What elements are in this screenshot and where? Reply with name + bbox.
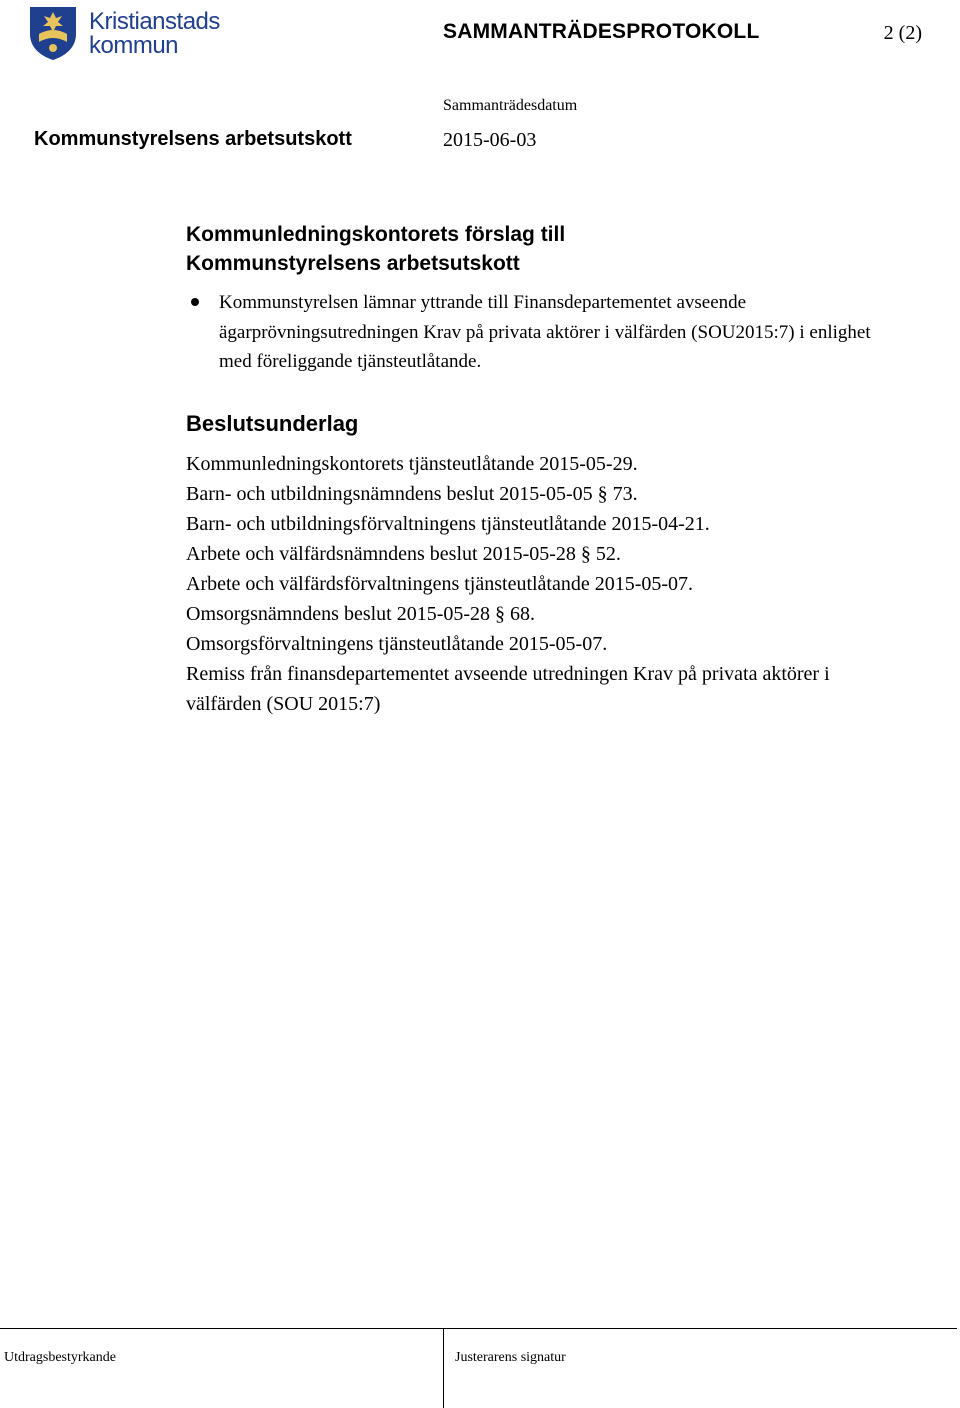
proposal-text: Kommunstyrelsen lämnar yttrande till Finansdepartementet avseende ägarprövningsutredningen Krav på privata aktörer i välfärden (SOU2015:7) i enlighet med föreliggande tjänsteutlåtande. [219, 292, 871, 372]
list-item [186, 288, 906, 377]
municipality-logo [27, 4, 227, 64]
list-item: Barn- och utbildningsförvaltningens tjänsteutlåtande 2015-04-21. [186, 512, 710, 535]
basis-list [186, 449, 906, 719]
meeting-date-label: Sammanträdesdatum [443, 97, 578, 114]
logo-wordmark [89, 10, 220, 58]
document-body [186, 220, 906, 719]
list-item: Remiss från finansdepartementet avseende utredningen Krav på privata aktörer i välfärden (SOU 2015:7) [186, 662, 830, 715]
logo-line-2: kommun [89, 32, 179, 59]
proposal-heading [186, 220, 906, 278]
coat-of-arms-icon [27, 4, 79, 62]
proposal-heading-line-2: Kommunstyrelsens arbetsutskott [186, 252, 520, 275]
meeting-date-value: 2015-06-03 [443, 129, 537, 151]
bullet-icon [191, 298, 199, 306]
committee-name: Kommunstyrelsens arbetsutskott [34, 128, 352, 150]
footer-certification-label: Utdragsbestyrkande [4, 1350, 116, 1365]
proposal-heading-line-1: Kommunledningskontorets förslag till [186, 223, 566, 246]
list-item: Arbete och välfärdsnämndens beslut 2015-05-28 § 52. [186, 542, 621, 565]
list-item: Omsorgsförvaltningens tjänsteutlåtande 2015-05-07. [186, 632, 608, 655]
list-item: Arbete och välfärdsförvaltningens tjänsteutlåtande 2015-05-07. [186, 572, 694, 595]
list-item: Omsorgsnämndens beslut 2015-05-28 § 68. [186, 602, 536, 625]
footer-divider-vertical [443, 1328, 444, 1408]
footer-divider-horizontal [0, 1328, 957, 1329]
footer-signature-label: Justerarens signatur [455, 1350, 566, 1365]
logo-line-1: Kristianstads [89, 8, 220, 35]
list-item: Barn- och utbildningsnämndens beslut 2015-05-05 § 73. [186, 482, 638, 505]
page-number: 2 (2) [883, 22, 922, 44]
proposal-list [186, 288, 906, 377]
list-item: Kommunledningskontorets tjänsteutlåtande 2015-05-29. [186, 452, 638, 475]
basis-heading: Beslutsunderlag [186, 410, 359, 436]
document-title: SAMMANTRÄDESPROTOKOLL [443, 20, 760, 43]
